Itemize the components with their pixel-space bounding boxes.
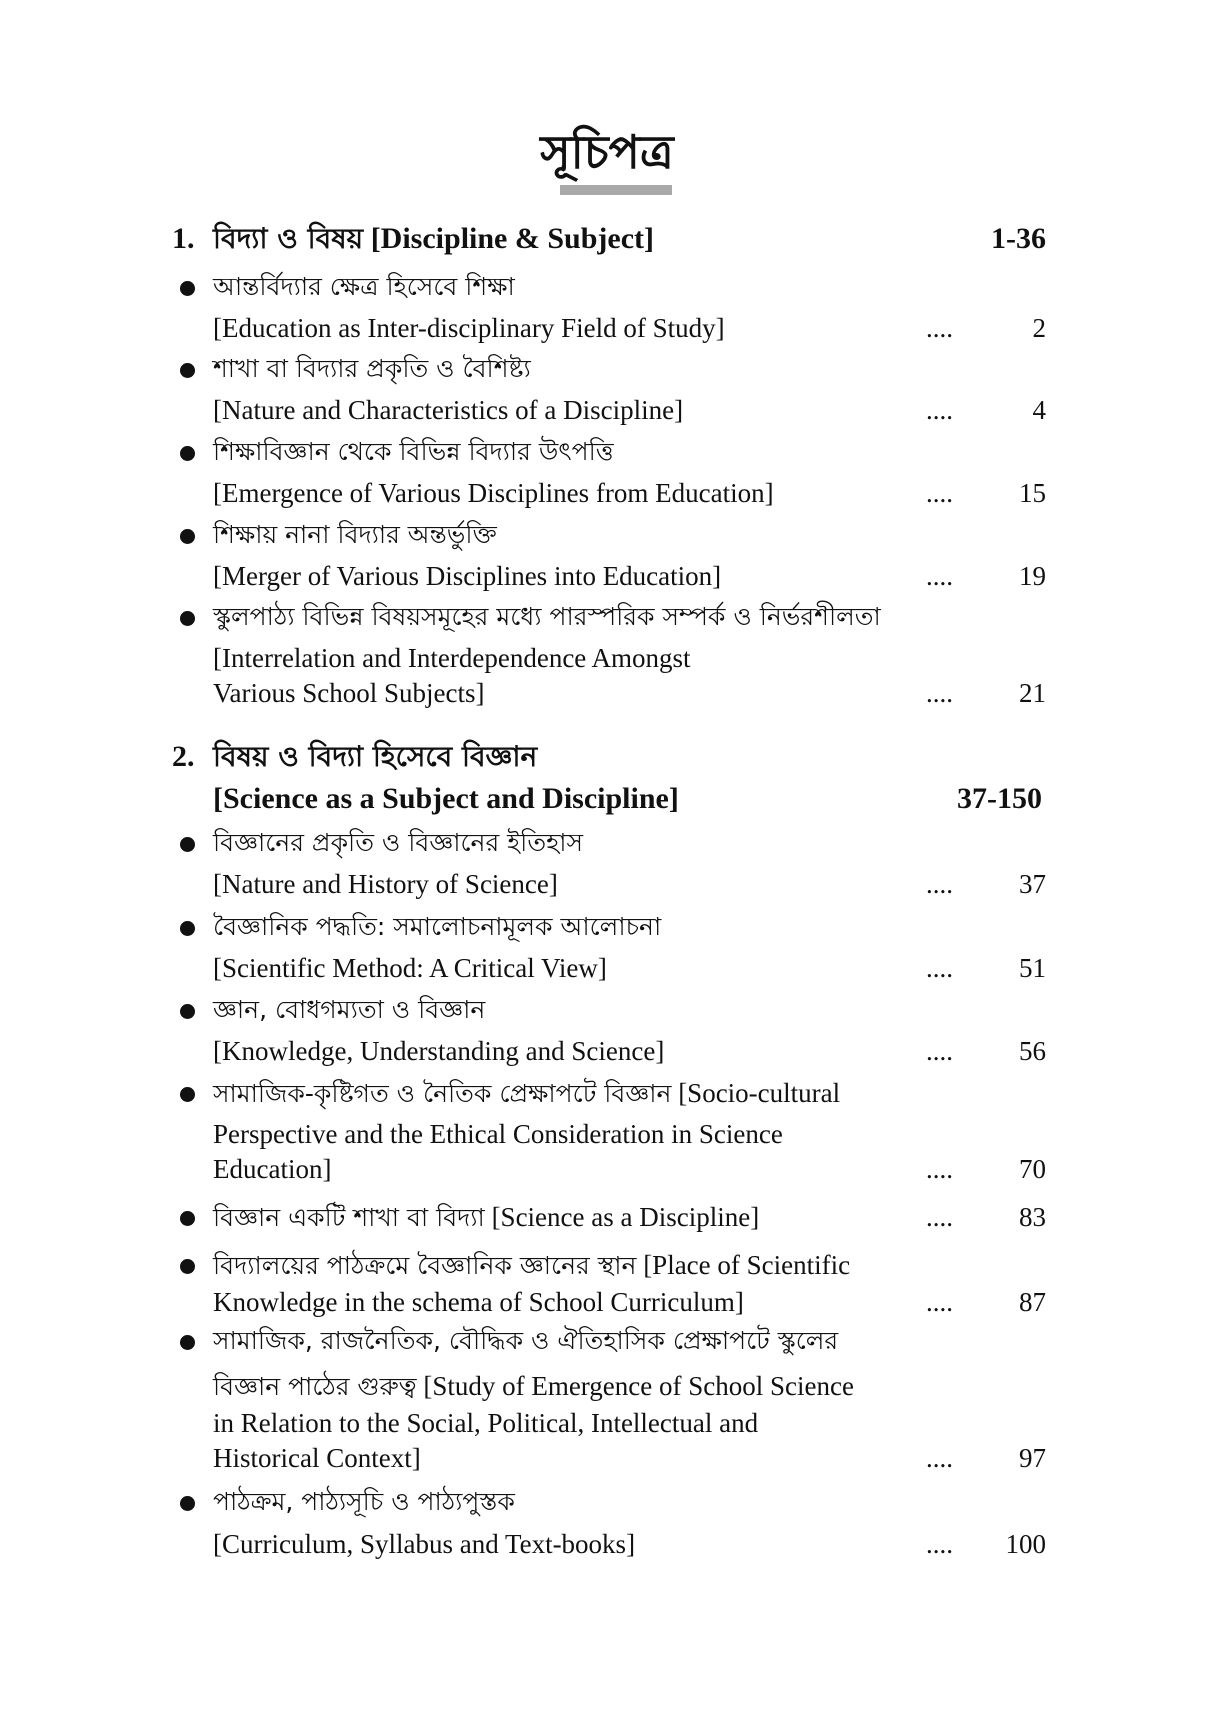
toc-entry-en <box>0 311 1214 345</box>
entry-title: বিদ্যালয়ের পাঠক্রমে বৈজ্ঞানিক জ্ঞানের স্থান [Place of Scientific <box>213 1250 851 1280</box>
toc-entry <box>0 600 1214 634</box>
entry-en-title: [Nature and Characteristics of a Discipline] <box>213 395 684 425</box>
toc-entry-en <box>0 676 1214 710</box>
bullet-icon <box>180 1259 195 1274</box>
entry-en-title: [Curriculum, Syllabus and Text-books] <box>213 1529 636 1559</box>
entry-en-title: Historical Context] <box>213 1443 421 1473</box>
bullet-icon <box>180 611 195 626</box>
page-number: 70 <box>1019 1154 1046 1184</box>
toc-entry-en <box>0 476 1214 510</box>
page-number: 97 <box>1019 1443 1046 1473</box>
chapter-title: বিদ্যা ও বিষয় [Discipline & Subject] <box>213 222 655 255</box>
entry-title: সামাজিক-কৃষ্টিগত ও নৈতিক প্রেক্ষাপটে বিজ্ঞান [Socio-cultural <box>213 1078 841 1108</box>
entry-en-title: Education] <box>213 1154 332 1184</box>
bullet-icon <box>180 1004 195 1019</box>
leader-dots: .... <box>926 1154 953 1184</box>
bullet-icon <box>180 529 195 544</box>
toc-entry <box>0 435 1214 469</box>
entry-en-title: [Nature and History of Science] <box>213 869 558 899</box>
toc-entry <box>0 270 1214 304</box>
toc-entry-en <box>0 1152 1214 1186</box>
bullet-icon <box>180 1335 195 1350</box>
bullet-icon <box>180 281 195 296</box>
toc-entry <box>0 1076 1214 1110</box>
page-number: 21 <box>1019 678 1046 708</box>
page-number: 37 <box>1019 869 1046 899</box>
chapter-2-heading-en <box>0 782 1214 816</box>
toc-entry <box>0 1485 1214 1519</box>
bullet-icon <box>180 837 195 852</box>
entry-en-title: Perspective and the Ethical Consideration in Science <box>213 1119 783 1149</box>
page-number: 2 <box>1032 313 1046 343</box>
toc-entry <box>0 826 1214 860</box>
chapter-1-heading <box>0 222 1214 256</box>
toc-entry-en <box>0 1527 1214 1561</box>
entry-bn-title: স্কুলপাঠ্য বিভিন্ন বিষয়সমূহের মধ্যে পারস্পরিক সম্পর্ক ও নির্ভরশীলতা <box>213 602 881 631</box>
toc-entry-en <box>0 1117 1214 1151</box>
chapter-number: 2. <box>172 740 195 773</box>
entry-bn-title: শাখা বা বিদ্যার প্রকৃতি ও বৈশিষ্ট্য <box>213 354 531 383</box>
entry-en-title: [Interrelation and Interdependence Amongst <box>213 643 691 673</box>
toc-entry-en <box>0 1034 1214 1068</box>
bullet-icon <box>180 1496 195 1511</box>
chapter-page-range: 37-150 <box>957 782 1042 815</box>
toc-entry <box>0 518 1214 552</box>
entry-bn-title: শিক্ষাবিজ্ঞান থেকে বিভিন্ন বিদ্যার উৎপত্তি <box>213 437 614 466</box>
page-number: 87 <box>1019 1287 1046 1317</box>
toc-entry-en <box>0 393 1214 427</box>
leader-dots: .... <box>926 478 953 508</box>
entry-en-title: [Merger of Various Disciplines into Education] <box>213 561 722 591</box>
leader-dots: .... <box>926 869 953 899</box>
bullet-icon <box>180 363 195 378</box>
page-number: 4 <box>1032 395 1046 425</box>
toc-entry <box>0 1200 1214 1234</box>
entry-en-title: [Education as Inter-disciplinary Field of Study] <box>213 313 725 343</box>
chapter-page-range: 1-36 <box>991 222 1046 255</box>
toc-entry <box>0 1248 1214 1282</box>
leader-dots: .... <box>926 561 953 591</box>
entry-en-title: Various School Subjects] <box>213 678 485 708</box>
entry-en-title: [Emergence of Various Disciplines from Education] <box>213 478 774 508</box>
bullet-icon <box>180 921 195 936</box>
page-number: 100 <box>1005 1529 1046 1559</box>
toc-entry-en <box>0 867 1214 901</box>
leader-dots: .... <box>926 1443 953 1473</box>
entry-bn-title: জ্ঞান, বোধগম্যতা ও বিজ্ঞান <box>213 995 486 1024</box>
chapter-number: 1. <box>172 222 195 255</box>
chapter-2-heading <box>0 740 1214 774</box>
toc-entry-en <box>0 559 1214 593</box>
page-number: 51 <box>1019 953 1046 983</box>
entry-title: বিজ্ঞান পাঠের গুরুত্ব [Study of Emergence of School Science <box>213 1371 854 1401</box>
leader-dots: .... <box>926 313 953 343</box>
toc-entry-en <box>0 1406 1214 1440</box>
entry-en-title: [Knowledge, Understanding and Science] <box>213 1036 665 1066</box>
entry-bn-title: বৈজ্ঞানিক পদ্ধতি: সমালোচনামূলক আলোচনা <box>213 912 662 941</box>
chapter-title-bn: বিষয় ও বিদ্যা হিসেবে বিজ্ঞান <box>213 740 538 773</box>
bullet-icon <box>180 1211 195 1226</box>
entry-en-title: [Scientific Method: A Critical View] <box>213 953 607 983</box>
title-underline <box>560 185 672 195</box>
toc-entry-en <box>0 641 1214 675</box>
entry-bn-title: বিজ্ঞানের প্রকৃতি ও বিজ্ঞানের ইতিহাস <box>213 828 583 857</box>
entry-en-title: Knowledge in the schema of School Curriculum] <box>213 1287 744 1317</box>
page-number: 83 <box>1019 1202 1046 1232</box>
page-number: 19 <box>1019 561 1046 591</box>
entry-title: বিজ্ঞান একটি শাখা বা বিদ্যা [Science as a Discipline] <box>213 1202 760 1232</box>
toc-entry <box>0 352 1214 386</box>
entry-bn-title: সামাজিক, রাজনৈতিক, বৌদ্ধিক ও ঐতিহাসিক প্রেক্ষাপটে স্কুলের <box>213 1326 839 1355</box>
leader-dots: .... <box>926 1287 953 1317</box>
bullet-icon <box>180 446 195 461</box>
leader-dots: .... <box>926 678 953 708</box>
leader-dots: .... <box>926 395 953 425</box>
leader-dots: .... <box>926 1529 953 1559</box>
page-number: 56 <box>1019 1036 1046 1066</box>
chapter-title: [Science as a Subject and Discipline] <box>213 782 679 815</box>
entry-bn-title: আন্তর্বিদ্যার ক্ষেত্র হিসেবে শিক্ষা <box>213 272 515 301</box>
leader-dots: .... <box>926 953 953 983</box>
leader-dots: .... <box>926 1202 953 1232</box>
entry-en-title: in Relation to the Social, Political, Intellectual and <box>213 1408 759 1438</box>
page-title: সূচিপত্র <box>540 125 674 179</box>
toc-entry-en <box>0 1369 1214 1403</box>
bullet-icon <box>180 1087 195 1102</box>
entry-bn-title: পাঠক্রম, পাঠ্যসূচি ও পাঠ্যপুস্তক <box>213 1487 515 1516</box>
toc-entry <box>0 910 1214 944</box>
entry-bn-title: শিক্ষায় নানা বিদ্যার অন্তর্ভুক্তি <box>213 520 497 549</box>
toc-entry-en <box>0 1285 1214 1319</box>
leader-dots: .... <box>926 1036 953 1066</box>
toc-entry-en <box>0 951 1214 985</box>
page-number: 15 <box>1019 478 1046 508</box>
toc-entry <box>0 993 1214 1027</box>
toc-entry <box>0 1324 1214 1358</box>
toc-entry-en <box>0 1441 1214 1475</box>
